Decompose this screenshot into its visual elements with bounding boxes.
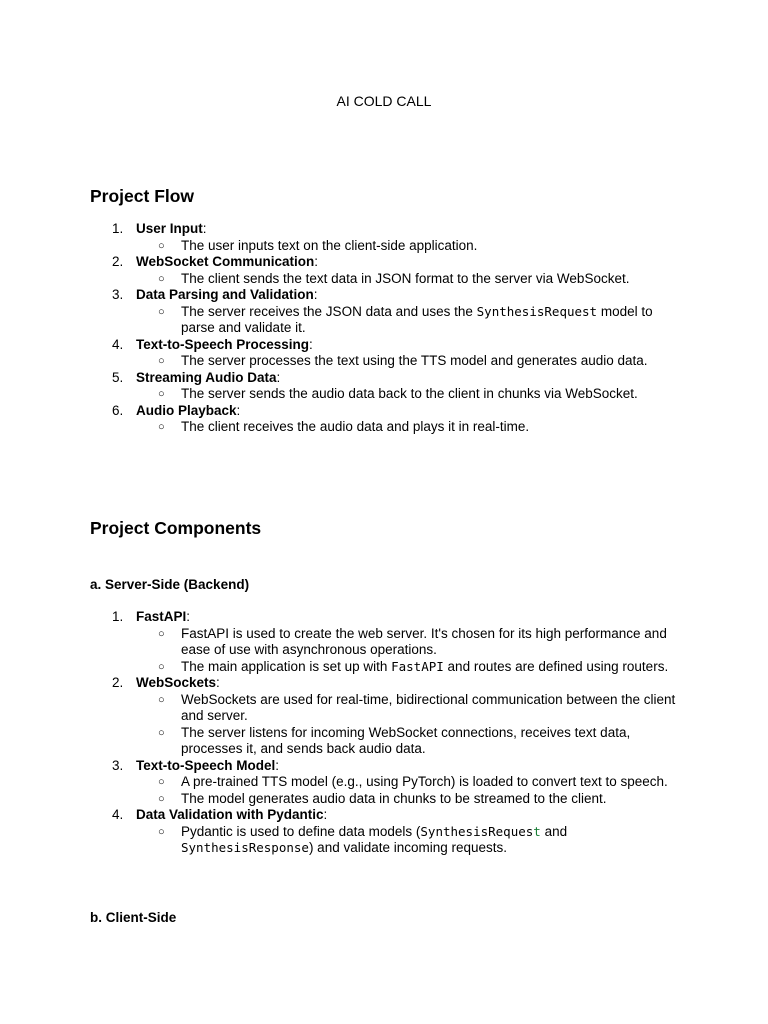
sub-list-item [136,238,681,255]
item-number: 1. [112,609,124,624]
list-item [0,758,768,808]
code-fastapi: FastAPI [391,658,444,674]
sub-item-text: The user inputs text on the client-side application. [181,237,478,253]
sub-list [136,238,768,255]
bullet-circle-icon: ○ [158,792,165,805]
bullet-circle-icon: ○ [158,272,165,285]
sub-item-text: Pydantic is used to define data models ( [181,823,421,839]
sub-item-text: The model generates audio data in chunks to be streamed to the client. [181,790,607,806]
sub-item-text: A pre-trained TTS model (e.g., using PyTorch) is loaded to convert text to speech. [181,774,668,789]
sub-list [136,353,768,370]
item-colon: : [314,254,319,269]
client-side-heading: b. Client-Side [90,910,177,925]
sub-list-item [136,271,681,288]
list-item [0,403,768,436]
sub-item-text: The client receives the audio data and plays it in real-time. [181,419,530,434]
list-item [0,221,768,254]
sub-list [136,419,768,436]
sub-item-text: and routes are defined using routers. [443,658,669,674]
sub-list-item [136,626,681,659]
sub-item-text: ) and validate incoming requests. [308,840,508,855]
bullet-circle-icon: ○ [158,388,165,400]
sub-list-item [136,774,681,791]
server-side-heading: a. Server-Side (Backend) [90,577,250,592]
code-synthesis-request: SynthesisRequest [476,303,598,319]
sub-list-item [136,419,681,436]
list-item [0,287,768,337]
item-number: 6. [112,402,124,418]
item-colon: : [186,609,191,624]
item-number: 3. [112,757,124,773]
item-title: Audio Playback [136,402,237,418]
code-synthesis-request-suffix: t [533,823,541,839]
sub-list [136,271,768,288]
code-synthesis-request: SynthesisReques [420,823,534,839]
item-number: 5. [112,369,124,385]
sub-item-text: The server receives the JSON data and uses the [181,303,477,319]
sub-item-text: FastAPI is used to create the web server. It's chosen for its high performance and ease of use with asynchronous operations. [181,625,667,657]
item-number: 4. [112,336,124,352]
item-number: 1. [112,221,124,236]
code-synthesis-response: SynthesisResponse [181,840,309,855]
sub-list-item [136,659,681,676]
sub-list-item [136,692,681,725]
bullet-circle-icon: ○ [158,693,165,706]
project-flow-heading: Project Flow [90,186,195,206]
list-item [0,337,768,370]
sub-list-item [136,353,681,370]
item-colon: : [216,675,220,690]
list-item [0,675,768,758]
item-title: Text-to-Speech Model [136,757,276,773]
item-title: WebSocket Communication [136,254,315,269]
item-number: 3. [112,287,124,302]
bullet-circle-icon: ○ [158,421,165,433]
item-number: 2. [112,675,124,690]
sub-item-text: The client sends the text data in JSON format to the server via WebSocket. [181,270,630,286]
item-title: Data Validation with Pydantic [136,807,324,822]
list-item [0,807,768,857]
sub-list-item [136,304,681,337]
sub-item-text: The main application is set up with [181,658,392,674]
sub-list-item [136,386,681,403]
sub-list-item [136,791,681,808]
sub-list [136,626,768,676]
bullet-circle-icon: ○ [158,355,165,367]
sub-list-item [136,824,681,857]
item-title: WebSockets [136,675,217,690]
sub-list [136,824,768,857]
item-colon: : [323,807,328,822]
item-colon: : [276,369,281,385]
project-components-heading: Project Components [90,518,262,538]
bullet-circle-icon: ○ [158,660,165,673]
item-title: Streaming Audio Data [136,369,277,385]
sub-item-text: model to parse and validate it. [181,303,653,335]
item-title: FastAPI [136,609,187,624]
bullet-circle-icon: ○ [158,239,165,252]
bullet-circle-icon: ○ [158,776,165,788]
item-colon: : [202,221,207,236]
item-title: Data Parsing and Validation [136,287,314,302]
item-title: Text-to-Speech Processing [136,336,310,352]
item-colon: : [313,287,318,302]
item-number: 2. [112,254,124,269]
sub-item-text: WebSockets are used for real-time, bidirectional communication between the client and server. [181,691,676,723]
bullet-circle-icon: ○ [158,305,165,318]
bullet-circle-icon: ○ [158,627,165,640]
sub-item-text: The server processes the text using the TTS model and generates audio data. [181,353,648,368]
sub-item-text: The server sends the audio data back to the client in chunks via WebSocket. [181,386,638,401]
list-item [0,609,768,675]
sub-list [136,774,768,807]
item-title: User Input [136,221,203,236]
sub-list [136,692,768,758]
list-item [0,370,768,403]
item-number: 4. [112,807,124,822]
sub-list-item [136,725,681,758]
item-colon: : [236,402,241,418]
item-colon: : [275,757,280,773]
item-colon: : [309,336,313,352]
document-title: AI COLD CALL [336,93,432,109]
project-flow-list [0,221,768,436]
server-side-list [0,609,768,857]
list-item [0,254,768,287]
sub-item-text: The server listens for incoming WebSocket connections, receives text data, processes it, and sends back audio data. [181,724,631,756]
bullet-circle-icon: ○ [158,825,165,838]
sub-list [136,386,768,403]
sub-item-text: and [540,823,568,839]
bullet-circle-icon: ○ [158,726,165,739]
sub-list [136,304,768,337]
